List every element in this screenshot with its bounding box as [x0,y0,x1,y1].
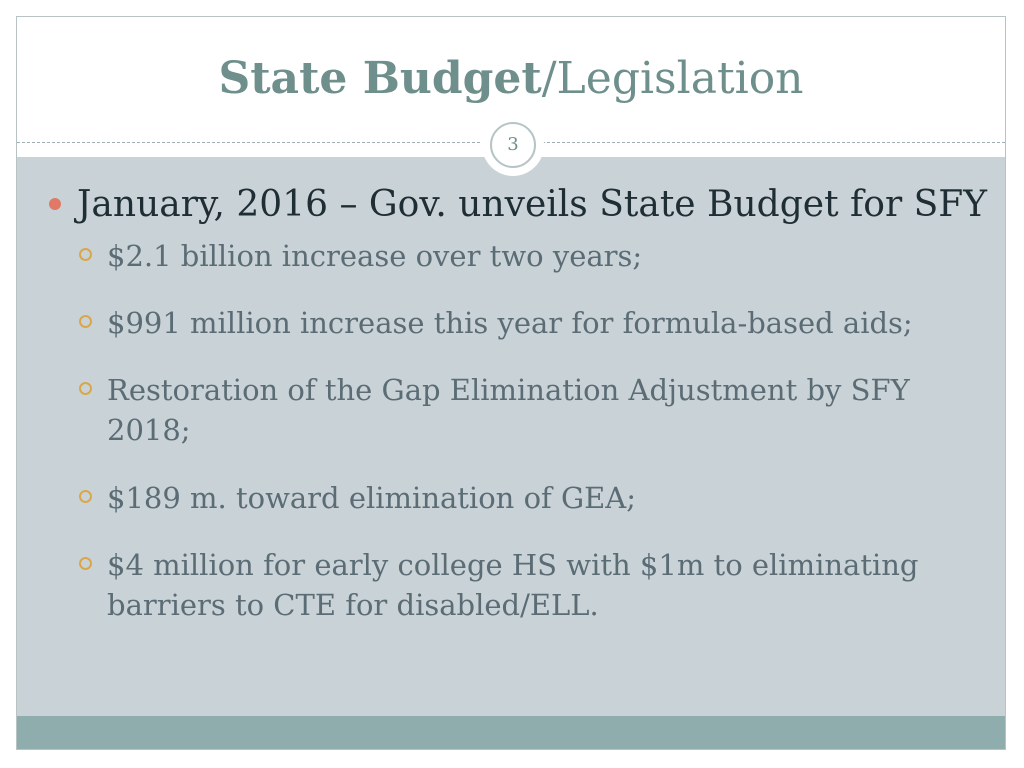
slide [16,16,1006,750]
sub-bullet-text: Restoration of the Gap Elimination Adjustment by SFY 2018; [107,373,910,447]
page-number-badge [482,114,544,176]
sub-bullet-text: $2.1 billion increase over two years; [107,239,643,273]
bullet-dot-icon [49,198,61,210]
sub-bullet-text: $991 million increase this year for formula-based aids; [107,306,913,340]
ring-bullet-icon [79,315,92,328]
main-bullet-text: January, 2016 – Gov. unveils State Budget for SFY [77,184,988,225]
slide-title-bold: State Budget [218,53,542,104]
page-number: 3 [490,122,536,168]
ring-bullet-icon [79,248,92,261]
sub-bullet-text: $189 m. toward elimination of GEA; [107,481,637,515]
ring-bullet-icon [79,490,92,503]
footer-band [17,716,1005,750]
sub-bullet-text: $4 million for early college HS with $1m to eliminating barriers to CTE for disabled/ELL. [107,548,919,622]
ring-bullet-icon [79,382,92,395]
ring-bullet-icon [79,557,92,570]
slide-title [17,49,1005,109]
slide-title-rest: /Legislation [541,53,804,104]
